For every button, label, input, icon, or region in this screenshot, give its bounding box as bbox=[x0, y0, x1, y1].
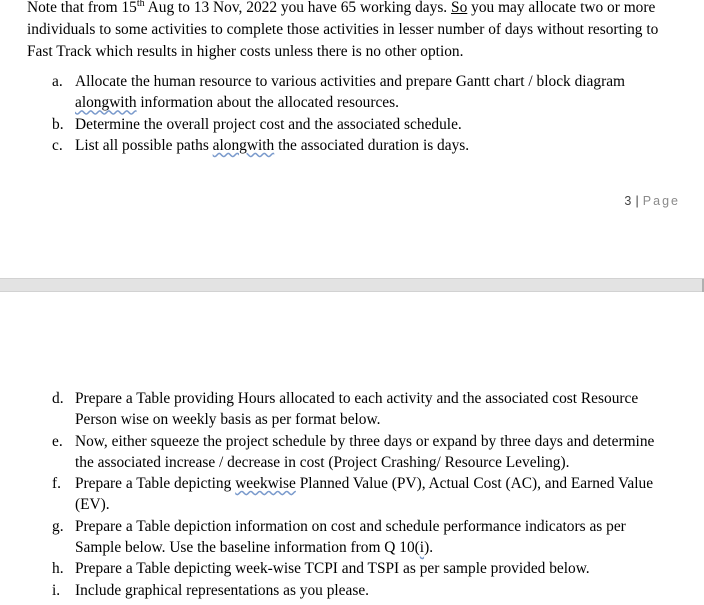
page-break bbox=[0, 278, 704, 292]
list-item-text-end: ). bbox=[424, 539, 434, 557]
task-list-a-c bbox=[0, 71, 670, 156]
intro-text-start: Note that from 15 bbox=[27, 0, 137, 17]
page-number-value: 3 bbox=[624, 194, 632, 208]
intro-paragraph bbox=[27, 0, 667, 63]
list-marker: e. bbox=[52, 432, 63, 450]
list-item bbox=[0, 135, 670, 156]
list-marker: g. bbox=[52, 517, 64, 535]
spellcheck-word: i bbox=[419, 539, 425, 557]
list-item bbox=[0, 71, 670, 114]
list-item-text: List all possible paths bbox=[75, 136, 213, 154]
spellcheck-word: weekwise bbox=[235, 475, 296, 493]
page-number bbox=[624, 194, 680, 208]
list-item bbox=[0, 431, 670, 474]
list-marker: b. bbox=[52, 115, 64, 133]
list-item bbox=[0, 473, 670, 516]
page-label: Page bbox=[642, 194, 680, 208]
list-item bbox=[0, 114, 670, 135]
intro-text-end: you may allocate two or more individuals to some activities to complete those activities in lesser number of days without resorting to Fast Track which results in higher costs unless there is no other option. bbox=[27, 0, 659, 61]
list-marker: a. bbox=[52, 73, 63, 90]
list-item-text: Include graphical representations as you please. bbox=[75, 581, 370, 599]
spellcheck-word: alongwith bbox=[75, 94, 137, 112]
list-item-text: Prepare a Table depicting week-wise TCPI and TSPI as per sample provided below. bbox=[75, 560, 590, 578]
list-item bbox=[0, 516, 670, 559]
list-item-text-end: the associated duration is days. bbox=[274, 136, 470, 154]
list-item-text: Prepare a Table depiction information on cost and schedule performance indicators as per Sample below. Use the baseline information from Q 10( bbox=[75, 517, 626, 557]
list-marker: c. bbox=[52, 136, 63, 154]
list-item bbox=[0, 388, 670, 431]
intro-text-mid: Aug to 13 Nov, 2022 you have 65 working days. bbox=[144, 0, 452, 17]
ordinal-suffix: th bbox=[136, 0, 145, 9]
spellcheck-word: alongwith bbox=[212, 136, 275, 154]
list-item-text: Allocate the human resource to various activities and prepare Gantt chart / block diagram bbox=[75, 73, 626, 90]
document-page-4 bbox=[0, 292, 704, 605]
list-marker: f. bbox=[52, 475, 61, 493]
list-item-text: Determine the overall project cost and the associated schedule. bbox=[75, 115, 462, 133]
list-item bbox=[0, 580, 670, 601]
page-number-separator: | bbox=[635, 194, 640, 208]
list-marker: d. bbox=[52, 390, 64, 407]
document-page-3 bbox=[0, 0, 704, 278]
list-item-text: Prepare a Table providing Hours allocated to each activity and the associated cost Resource Person wise on weekly basis as per format below. bbox=[75, 390, 639, 429]
list-item-text: Prepare a Table depicting bbox=[75, 475, 236, 493]
list-marker: h. bbox=[52, 560, 64, 578]
list-item-text-end: information about the allocated resources. bbox=[136, 94, 399, 112]
list-item bbox=[0, 558, 670, 579]
list-item-text: Now, either squeeze the project schedule by three days or expand by three days and determine the associated increase / decrease in cost (Project Crashing/ Resource Leveling). bbox=[75, 432, 655, 471]
task-list-d-i bbox=[0, 388, 670, 601]
underlined-word: So bbox=[451, 0, 468, 17]
list-marker: i. bbox=[52, 581, 61, 599]
list-item-text-end: Planned Value (PV), Actual Cost (AC), and Earned Value (EV). bbox=[75, 475, 654, 514]
